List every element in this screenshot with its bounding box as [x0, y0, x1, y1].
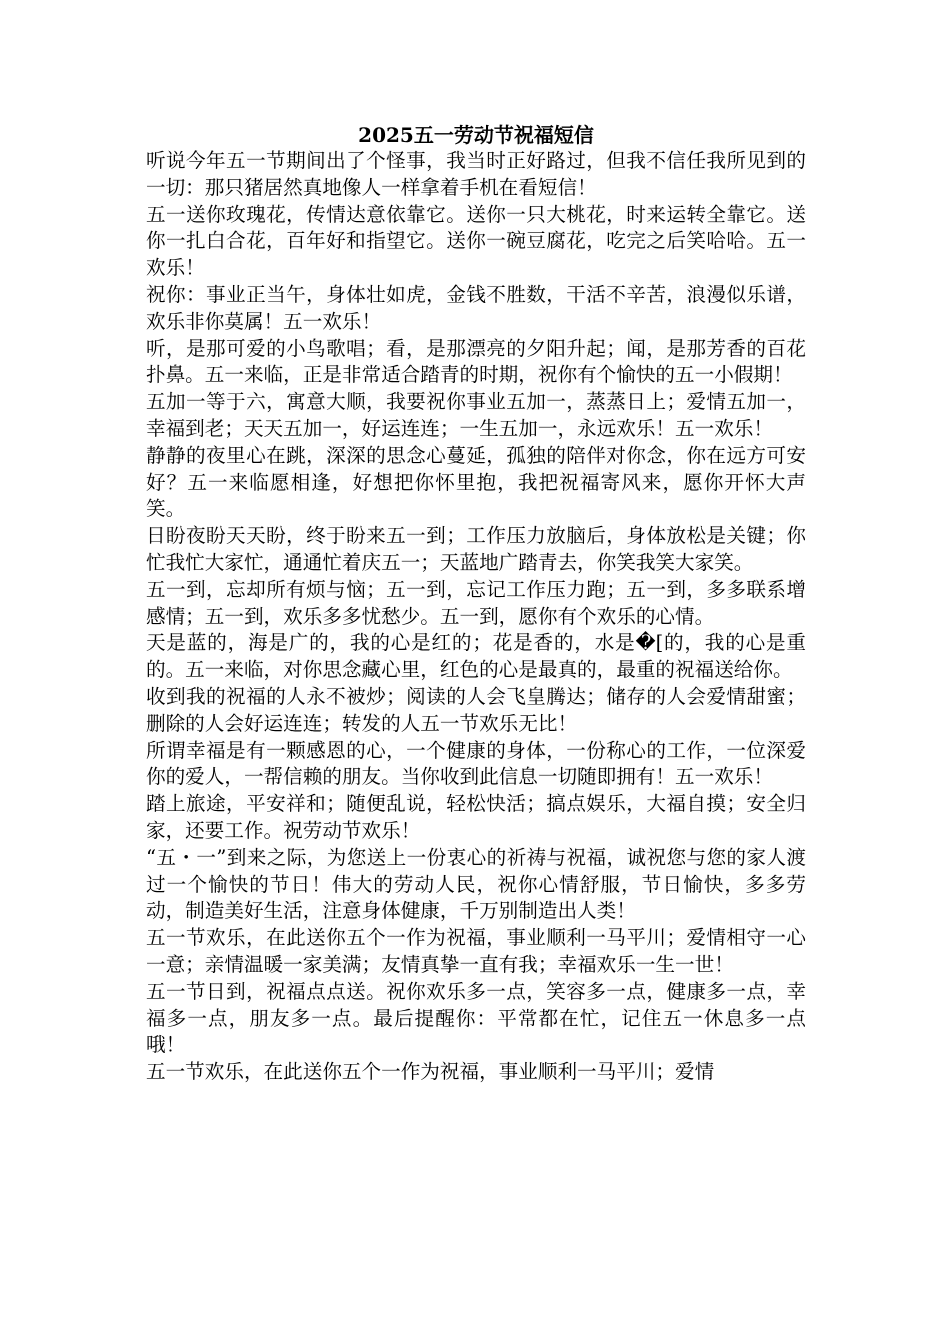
paragraph-10: 收到我的祝福的人永不被炒；阅读的人会飞皇腾达；储存的人会爱情甜蜜；删除的人会好运连连；转发的人五一节欢乐无比！: [146, 684, 806, 735]
paragraph-16: 五一节欢乐，在此送你五个一作为祝福，事业顺利一马平川；爱情: [146, 1060, 715, 1084]
paragraph-3: 祝你：事业正当午，身体壮如虎，金钱不胜数，干活不辛苦，浪漫似乐谱，欢乐非你莫属！五一欢乐！: [146, 282, 806, 333]
paragraph-13: “五・一”到来之际，为您送上一份衷心的祈祷与祝福，诚祝您与您的家人渡过一个愉快的节日！伟大的劳动人民，祝你心情舒服，节日愉快，多多劳动，制造美好生活，注意身体健康，千万别制造出人类！: [146, 845, 806, 923]
document-title: 2025五一劳动节祝福短信: [358, 123, 594, 147]
paragraph-6: 静静的夜里心在跳，深深的思念心蔓延，孤独的陪伴对你念，你在远方可安好？五一来临愿相逢，好想把你怀里抱，我把祝福寄风来，愿你开怀大声笑。: [146, 443, 806, 521]
paragraph-8: 五一到，忘却所有烦与恼；五一到，忘记工作压力跑；五一到，多多联系增感情；五一到，欢乐多多忧愁少。五一到，愿你有个欢乐的心情。: [146, 577, 806, 628]
paragraph-11: 所谓幸福是有一颗感恩的心，一个健康的身体，一份称心的工作，一位深爱你的爱人，一帮信赖的朋友。当你收到此信息一切随即拥有！五一欢乐！: [146, 738, 806, 789]
paragraph-7: 日盼夜盼天天盼，终于盼来五一到；工作压力放脑后，身体放松是关键；你忙我忙大家忙，通通忙着庆五一；天蓝地广踏青去，你笑我笑大家笑。: [146, 524, 806, 574]
paragraph-4: 听，是那可爱的小鸟歌唱；看，是那漂亮的夕阳升起；闻，是那芳香的百花扑鼻。五一来临，正是非常适合踏青的时期，祝你有个愉快的五一小假期！: [146, 336, 806, 387]
paragraph-5: 五加一等于六，寓意大顺，我要祝你事业五加一，蒸蒸日上；爱情五加一，幸福到老；天天五加一，好运连连；一生五加一，永远欢乐！五一欢乐！: [146, 390, 806, 440]
paragraph-9: 天是蓝的，海是广的，我的心是红的；花是香的，水是�[的，我的心是重的。五一来临，对你思念藏心里，红色的心是最真的，最重的祝福送给你。: [146, 631, 806, 682]
paragraph-2: 五一送你玫瑰花，传情达意依靠它。送你一只大桃花，时来运转全靠它。送你一扎白合花，百年好和指望它。送你一碗豆腐花，吃完之后笑哈哈。五一欢乐！: [146, 202, 806, 280]
paragraph-14: 五一节欢乐，在此送你五个一作为祝福，事业顺利一马平川；爱情相守一心一意；亲情温暖一家美满；友情真挚一直有我；幸福欢乐一生一世！: [146, 926, 806, 976]
paragraph-15: 五一节日到，祝福点点送。祝你欢乐多一点，笑容多一点，健康多一点，幸福多一点，朋友多一点。最后提醒你：平常都在忙，记住五一休息多一点哦！: [146, 979, 806, 1057]
document-body: [146, 122, 806, 1086]
paragraph-12: 踏上旅途，平安祥和；随便乱说，轻松快活；搞点娱乐，大福自摸；安全归家，还要工作。祝劳动节欢乐！: [146, 792, 806, 842]
paragraph-1: 听说今年五一节期间出了个怪事，我当时正好路过，但我不信任我所见到的一切：那只猪居然真地像人一样拿着手机在看短信！: [146, 149, 806, 199]
